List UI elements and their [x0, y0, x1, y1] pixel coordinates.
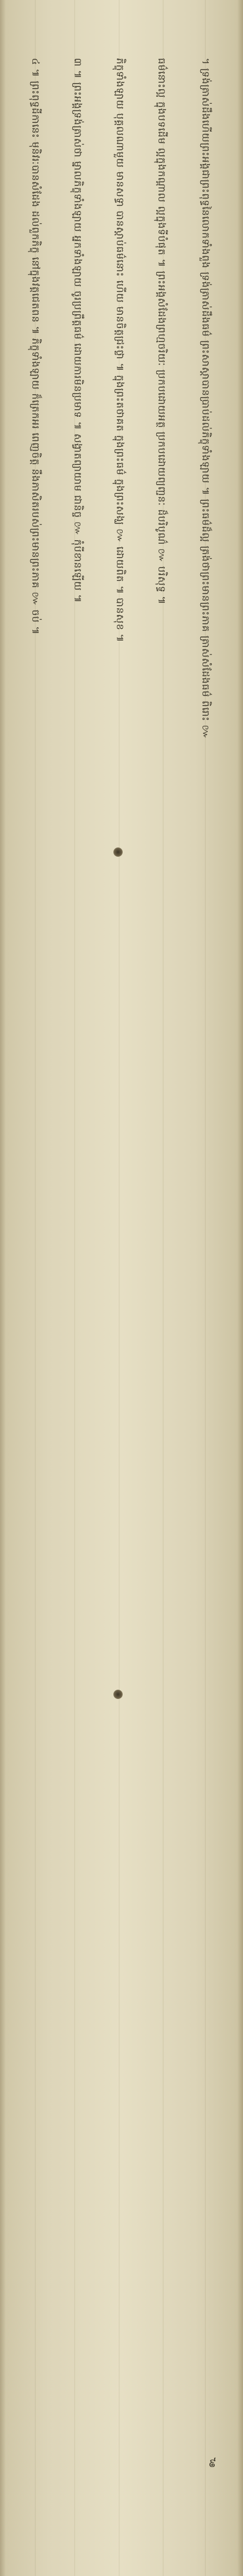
manuscript-line-1: ។ ទ្រង់ត្រាស់ដឹងហើយព្រះអង្គជាព្រះពុទ្ធនៃលោកទាំងពួង ទ្រង់ត្រាស់ដឹងធម៌ ព្រះសាស្ដាបានប្រាប់ដល់ភិក្ខុទាំងឡាយ ៕ ព្រះធម៌ដ៏ល្អ ត្រង់ថាព្រះមានព្រះភាគ ត្រាស់សំដែងធម៌ ពិរោះ ៚ — [200, 58, 211, 740]
manuscript-line-2: ធម៌នោះល្អ ក្នុងបទដើម ល្អក្នុងកណ្ដាល ល្អក្នុងទីបំផុត ៕ ព្រះអង្គសំដែងព្រហ្មចរិយៈ ប្រកបដោយអត្ថ ប្រកបដោយព្យញ្ជនៈ ដ៏បរិបូណ៌ ៚ បរិសុទ្ធ ៕ — [156, 58, 167, 605]
manuscript-line-3: ភិក្ខុទាំងឡាយ បុគ្គលណាមួយ មានសទ្ធា បានស្ដាប់ធម៌នោះ ហើយ មានចិត្តជ្រះថ្លា ៕ ក្នុងព្រះតថាគត ក្នុងព្រះធម៌ ក្នុងព្រះសង្ឃ ៚ ដោយពិត ៕ បានសុខ ៕ — [114, 58, 126, 643]
manuscript-line-4: ៣ ៕ ព្រះអង្គទ្រង់ត្រាស់ថា ម្នាលភិក្ខុទាំងឡាយ អ្នកទាំងឡាយ ចូរប្រព្រឹត្តធម៌ ដោយការមិនប្រមាទ ៕ សង្វាតព្យាយាម ជានិច្ច ៚ កុំបីខានឡើយ ៕ — [72, 58, 83, 603]
folio-number: ៩ — [208, 2456, 217, 2470]
manuscript-line-5: ៤ ៕ ព្រះពុទ្ធដីកានេះ មុនិវរៈបានសំដែង ដល់ពួកភិក្ខុ នៅក្នុងវត្តជេតពន ៕ ភិក្ខុទាំងឡាយ ក៏ត្រេកអរ ពេញចិត្ត នឹងភាសិតរបស់ព្រះមានព្រះភាគ ៚ ចប់ ៕ — [30, 58, 41, 635]
